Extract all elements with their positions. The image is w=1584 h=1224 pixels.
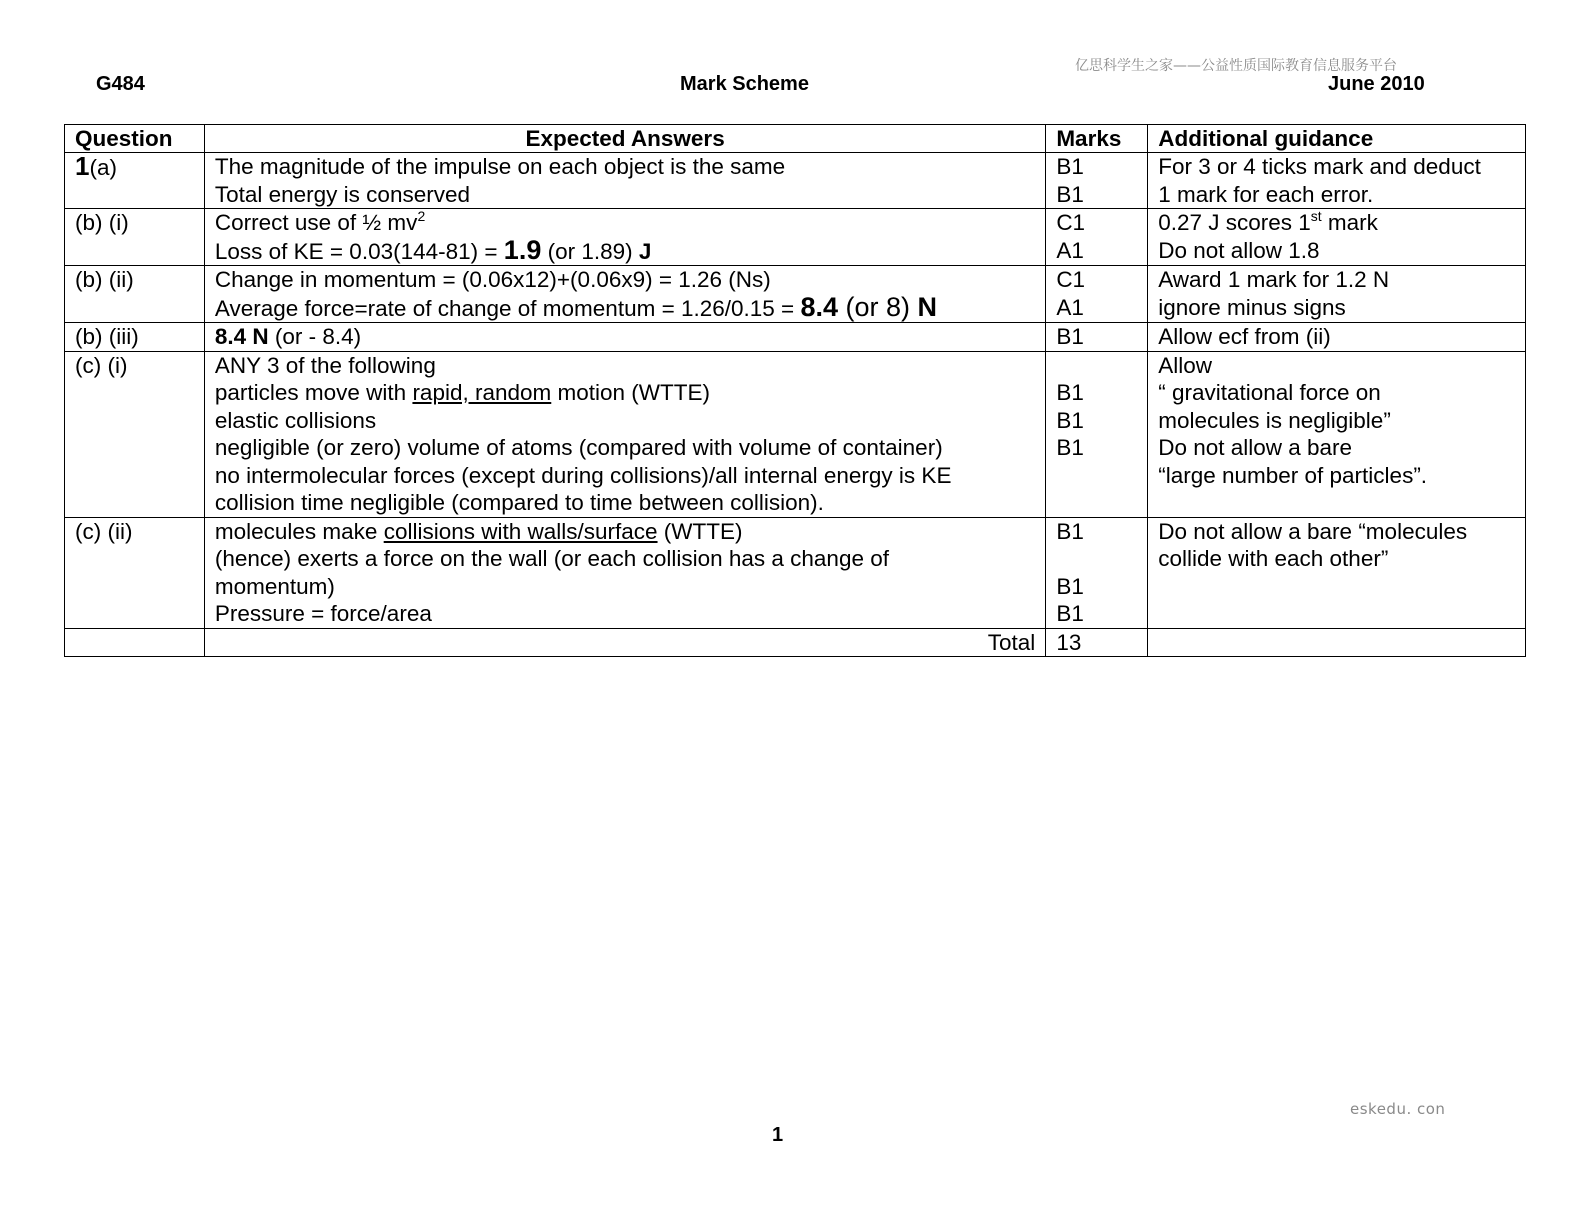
table-row [65,517,1526,628]
question-cell: (c) (i) [65,351,205,517]
header-question: Question [65,125,205,153]
table-row [65,351,1526,517]
answer-cell: The magnitude of the impulse on each object is the same Total energy is conserved [204,153,1045,209]
question-cell: 1(a) [65,153,205,209]
page-number: 1 [772,1124,784,1146]
marks-cell: C1 A1 [1046,209,1148,266]
guidance-cell: Do not allow a bare “molecules collide with each other” [1148,517,1526,628]
table-row [65,209,1526,266]
question-cell: (b) (i) [65,209,205,266]
watermark-text: 亿思科学生之家——公益性质国际教育信息服务平台 [1075,58,1397,74]
table-row [65,153,1526,209]
marks-cell: B1 B1 B1 [1046,517,1148,628]
header-additional-guidance: Additional guidance [1148,125,1526,153]
page-title: Mark Scheme [680,73,809,95]
table-row [65,266,1526,323]
answer-cell: Correct use of ½ $mv^2$ Loss of KE = 0.03(144-81) = 1.9 (or 1.89) J [204,209,1045,266]
header-marks: Marks [1046,125,1148,153]
total-value: 13 [1046,628,1148,657]
guidance-cell: For 3 or 4 ticks mark and deduct 1 mark for each error. [1148,153,1526,209]
table-header-row [65,125,1526,153]
guidance-cell: 0.27 J scores 1st mark Do not allow 1.8 [1148,209,1526,266]
marks-cell: C1 A1 [1046,266,1148,323]
marks-cell: B1 [1046,323,1148,352]
header-expected-answers: Expected Answers [204,125,1045,153]
exam-date: June 2010 [1328,73,1425,95]
question-cell: (c) (ii) [65,517,205,628]
paper-code: G484 [96,73,145,95]
watermark-footer: eskedu. con [1350,1100,1446,1118]
marks-cell: B1 B1 [1046,153,1148,209]
total-row [65,628,1526,657]
total-label: Total [204,628,1045,657]
mark-scheme-table [64,124,1526,657]
question-cell [65,628,205,657]
guidance-cell [1148,628,1526,657]
answer-cell: Change in momentum = (0.06x12)+(0.06x9) = 1.26 (Ns) Average force=rate of change of momentum = 1.26/0.15 = 8.4 (or 8) N [204,266,1045,323]
guidance-cell: Allow “ gravitational force on molecules is negligible” Do not allow a bare “large number of particles”. [1148,351,1526,517]
answer-cell: 8.4 N (or - 8.4) [204,323,1045,352]
answer-cell: molecules make collisions with walls/surface (WTTE) (hence) exerts a force on the wall (or each collision has a change of momentum) Pressure = force/area [204,517,1045,628]
question-cell: (b) (iii) [65,323,205,352]
table-row [65,323,1526,352]
marks-cell: B1 B1 B1 [1046,351,1148,517]
question-cell: (b) (ii) [65,266,205,323]
guidance-cell: Award 1 mark for 1.2 N ignore minus signs [1148,266,1526,323]
answer-cell: ANY 3 of the following particles move with rapid, random motion (WTTE) elastic collisions negligible (or zero) volume of atoms (compared with volume of container) no intermolecular forces (except during collisions)/all internal energy is KE collision time negligible (compared to time between collision). [204,351,1045,517]
guidance-cell: Allow ecf from (ii) [1148,323,1526,352]
